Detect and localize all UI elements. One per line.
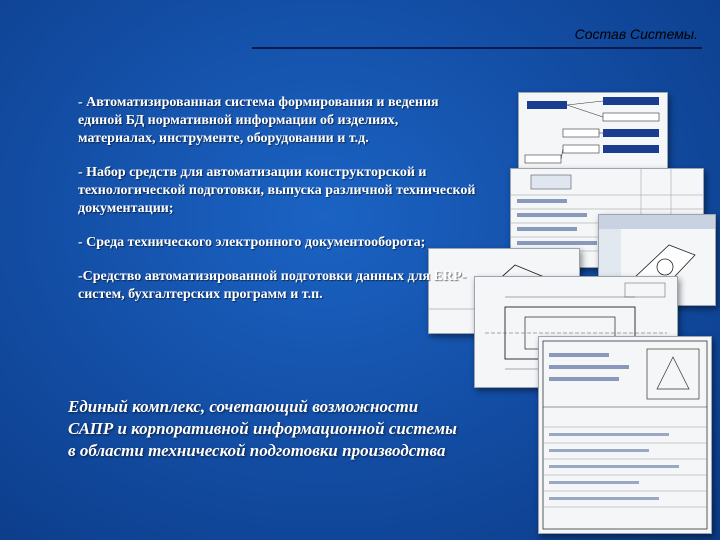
doc-thumbnail-tree (518, 92, 668, 176)
slide-title: Состав Системы. (574, 26, 698, 42)
summary-line: САПР и корпоративной информационной системы (68, 419, 457, 438)
feature-item: - Среда технического электронного документооборота; (78, 235, 426, 250)
feature-list (78, 94, 478, 320)
feature-item: - Набор средств для автоматизации конструкторской и технологической подготовки, выпуска различной технической документации; (78, 165, 476, 216)
title-underline (252, 47, 702, 49)
feature-item: - Автоматизированная система формирования и ведения единой БД нормативной информации об изделиях, материалах, инструменте, оборудовании и т.д. (78, 95, 439, 146)
summary-line: в области технической подготовки производства (68, 441, 446, 460)
doc-thumbnail-form (538, 336, 712, 534)
summary-line: Единый комплекс, сочетающий возможности (68, 397, 419, 416)
feature-item: -Средство автоматизированной подготовки данных для ERP-систем, бухгалтерских программ и т.п. (78, 269, 467, 302)
summary-statement (68, 396, 538, 462)
